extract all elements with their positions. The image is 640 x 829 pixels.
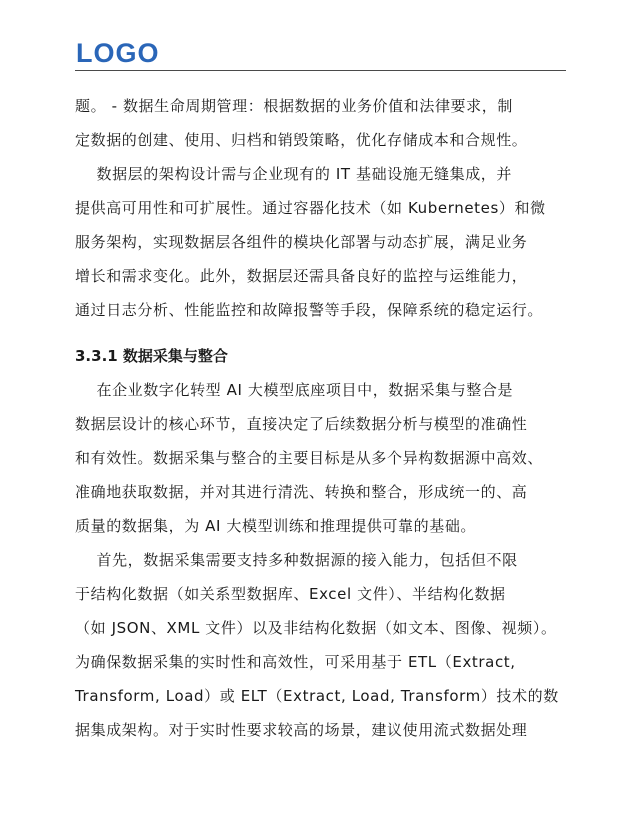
- text-line: 据集成架构。对于实时性要求较高的场景，建议使用流式数据处理: [75, 721, 528, 739]
- paragraph: [75, 373, 575, 543]
- header-divider: [75, 70, 566, 71]
- paragraph: [75, 543, 575, 747]
- text-line: 提供高可用性和可扩展性。通过容器化技术（如 Kubernetes）和微: [75, 199, 546, 217]
- logo: LOGO: [76, 38, 160, 68]
- text-line: 通过日志分析、性能监控和故障报警等手段，保障系统的稳定运行。: [75, 301, 544, 319]
- document-body: [75, 89, 575, 747]
- paragraph: [75, 157, 575, 327]
- text-line: 于结构化数据（如关系型数据库、Excel 文件）、半结构化数据: [75, 585, 506, 603]
- page-header: [75, 38, 566, 72]
- text-line: 定数据的创建、使用、归档和销毁策略，优化存储成本和合规性。: [75, 131, 528, 149]
- text-line: （如 JSON、XML 文件）以及非结构化数据（如文本、图像、视频）。: [75, 619, 557, 637]
- text-line: 数据层的架构设计需与企业现有的 IT 基础设施无缝集成，并: [75, 165, 512, 183]
- text-line: 在企业数字化转型 AI 大模型底座项目中，数据采集与整合是: [75, 381, 514, 399]
- text-line: 增长和需求变化。此外，数据层还需具备良好的监控与运维能力，: [75, 267, 528, 285]
- text-line: 服务架构，实现数据层各组件的模块化部署与动态扩展，满足业务: [75, 233, 528, 251]
- section-heading: 3.3.1 数据采集与整合: [75, 347, 228, 365]
- text-line: 数据层设计的核心环节，直接决定了后续数据分析与模型的准确性: [75, 415, 528, 433]
- text-line: 首先，数据采集需要支持多种数据源的接入能力，包括但不限: [75, 551, 518, 569]
- paragraph: [75, 89, 575, 157]
- text-line: 题。 - 数据生命周期管理：根据数据的业务价值和法律要求，制: [75, 97, 513, 115]
- text-line: 为确保数据采集的实时性和高效性，可采用基于 ETL（Extract,: [75, 653, 516, 671]
- text-line: 准确地获取数据，并对其进行清洗、转换和整合，形成统一的、高: [75, 483, 528, 501]
- text-line: 质量的数据集，为 AI 大模型训练和推理提供可靠的基础。: [75, 517, 477, 535]
- text-line: Transform, Load）或 ELT（Extract, Load, Transform）技术的数: [75, 687, 559, 705]
- text-line: 和有效性。数据采集与整合的主要目标是从多个异构数据源中高效、: [75, 449, 544, 467]
